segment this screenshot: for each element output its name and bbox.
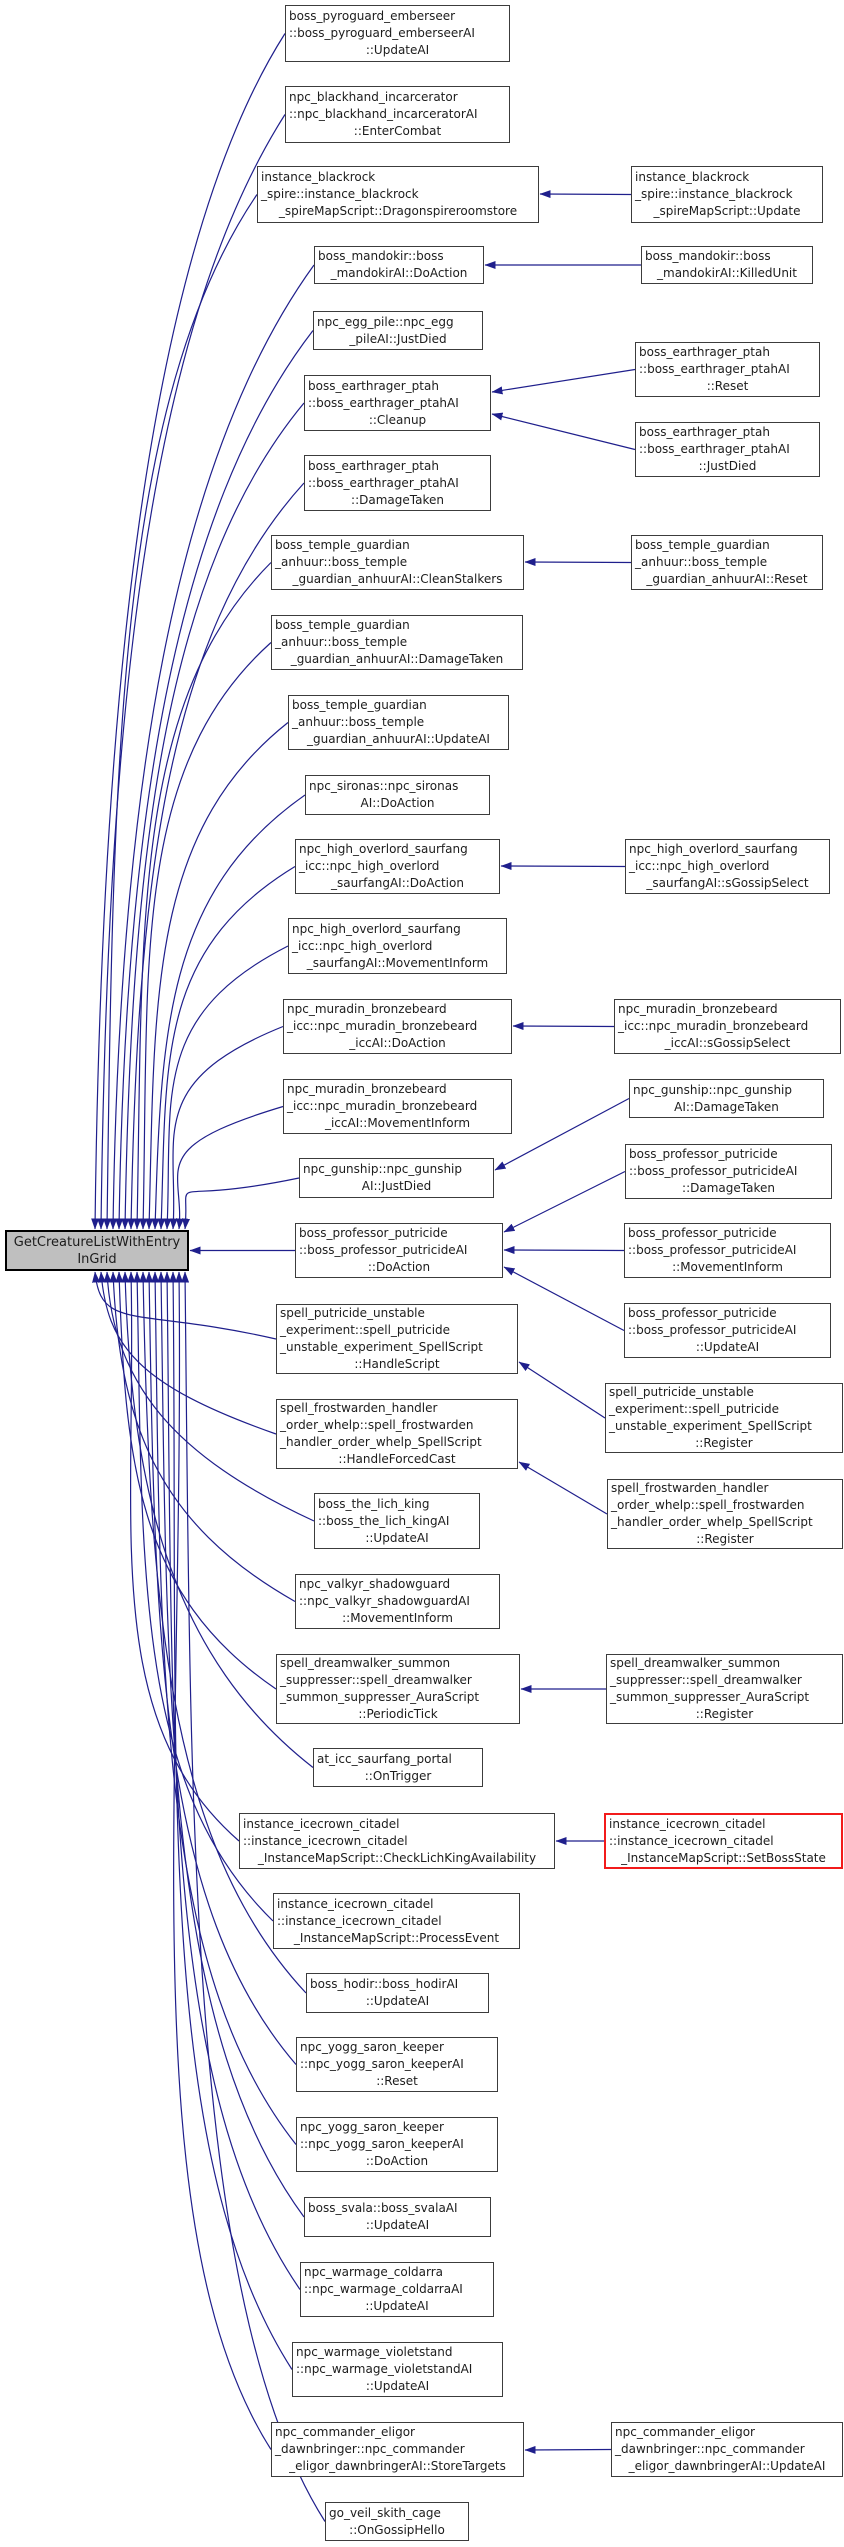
- graph-node-warmage-violetstand-updateai[interactable]: [292, 2342, 503, 2397]
- node-label-line: boss_earthrager_ptah: [308, 458, 439, 473]
- call-edge-frostwarden-register: [519, 1462, 607, 1514]
- graph-node-egg-pile-justdied[interactable]: [313, 311, 483, 350]
- node-label-line: _anhuur::boss_temple: [275, 555, 408, 569]
- graph-node-svala-updateai[interactable]: [304, 2197, 491, 2237]
- node-label-line: _spireMapScript::Dragonspireroomstore: [278, 204, 518, 218]
- graph-node-mandokir-doaction[interactable]: [314, 246, 484, 284]
- graph-node-pyroguard-emberseer-updateai[interactable]: [285, 5, 510, 62]
- call-edge-muradin-doaction: [173, 1027, 283, 1230]
- node-label-line: at_icc_saurfang_portal: [317, 1751, 452, 1766]
- node-label-line: ::npc_yogg_saron_keeperAI: [300, 2137, 464, 2151]
- node-label-line: ::UpdateAI: [365, 1994, 430, 2008]
- node-label-line: ::PeriodicTick: [358, 1707, 438, 1721]
- node-label-line: ::Register: [696, 1532, 754, 1546]
- call-edge-saurfang-movementinform: [167, 946, 288, 1229]
- node-label-line: boss_professor_putricide: [299, 1226, 448, 1240]
- graph-node-dreamwalker-register[interactable]: [606, 1654, 843, 1724]
- node-label-line: InGrid: [77, 1251, 117, 1267]
- node-label-line: boss_temple_guardian: [635, 538, 770, 552]
- node-label-line: npc_valkyr_shadowguard: [299, 1577, 451, 1591]
- node-label-line: instance_blackrock: [261, 170, 376, 184]
- node-label-line: ::boss_pyroguard_emberseerAI: [289, 26, 475, 40]
- node-label-line: _unstable_experiment_SpellScript: [280, 1340, 483, 1354]
- graph-node-getcreaturelistwithentryingrid[interactable]: [5, 1230, 189, 1271]
- call-edge-muradin-movementinform: [178, 1107, 283, 1230]
- node-label-line: ::Reset: [706, 379, 749, 393]
- node-label-line: ::npc_warmage_violetstandAI: [296, 2362, 473, 2376]
- node-label-line: ::MovementInform: [342, 1611, 453, 1625]
- graph-node-putricide-damagetaken[interactable]: [625, 1144, 832, 1199]
- node-label-line: _anhuur::boss_temple: [292, 715, 425, 729]
- graph-node-saurfang-movementinform[interactable]: [288, 918, 507, 974]
- graph-node-saurfang-portal-ontrigger[interactable]: [313, 1748, 483, 1787]
- call-edge-blackhand-incarcerator-entercombat: [101, 115, 285, 1230]
- graph-node-veil-skith-cage-ongossiphello[interactable]: [325, 2502, 469, 2541]
- node-label-line: ::EnterCombat: [353, 124, 442, 138]
- graph-node-lich-king-updateai[interactable]: [314, 1493, 480, 1549]
- node-label-line: instance_icecrown_citadel: [609, 1816, 766, 1831]
- call-edge-eligor-updateai: [525, 2450, 611, 2451]
- node-label-line: _icc::npc_high_overlord: [629, 859, 770, 873]
- node-label-line: ::npc_yogg_saron_keeperAI: [300, 2057, 464, 2071]
- node-label-line: ::MovementInform: [672, 1260, 783, 1274]
- node-label-line: npc_blackhand_incarcerator: [289, 90, 458, 104]
- node-label-line: ::UpdateAI: [365, 43, 430, 57]
- node-label-line: AI::DoAction: [360, 796, 435, 810]
- call-edge-putricide-unstable-register: [519, 1362, 605, 1418]
- graph-node-saurfang-sgossipselect[interactable]: [625, 839, 830, 894]
- graph-node-putricide-movementinform[interactable]: [624, 1223, 831, 1278]
- graph-node-blackrock-update[interactable]: [631, 166, 823, 223]
- call-edge-gunship-damagetaken: [495, 1099, 629, 1171]
- node-label-line: boss_mandokir::boss: [645, 249, 771, 263]
- graph-node-anhuur-cleanstalkers[interactable]: [271, 535, 524, 590]
- call-edge-gunship-justdied: [185, 1178, 299, 1229]
- node-label-line: _suppresser::spell_dreamwalker: [610, 1673, 802, 1687]
- graph-node-frostwarden-handleforcedcast[interactable]: [276, 1399, 518, 1469]
- graph-node-saurfang-doaction[interactable]: [295, 839, 500, 894]
- graph-node-ptah-reset[interactable]: [635, 342, 820, 397]
- graph-node-muradin-doaction[interactable]: [283, 999, 512, 1054]
- graph-node-anhuur-damagetaken[interactable]: [271, 615, 523, 670]
- node-label-line: AI::JustDied: [361, 1179, 432, 1193]
- node-label-line: ::boss_earthrager_ptahAI: [308, 475, 459, 490]
- node-label-line: instance_blackrock: [635, 170, 750, 184]
- graph-node-warmage-coldarra-updateai[interactable]: [300, 2262, 494, 2317]
- call-edge-ptah-reset: [492, 370, 635, 393]
- node-label-line: _InstanceMapScript::ProcessEvent: [293, 1930, 500, 1945]
- node-label-line: npc_muradin_bronzebeard: [287, 1002, 447, 1016]
- node-label-line: ::OnGossipHello: [349, 2522, 445, 2537]
- node-label-line: boss_earthrager_ptah: [639, 425, 770, 439]
- node-label-line: _InstanceMapScript::CheckLichKingAvailability: [257, 1850, 537, 1865]
- node-label-line: npc_commander_eligor: [275, 2425, 415, 2439]
- call-edge-ptah-damagetaken: [131, 483, 304, 1229]
- node-label-line: boss_temple_guardian: [292, 698, 427, 712]
- node-label-line: ::UpdateAI: [365, 2379, 430, 2393]
- graph-node-eligor-storetargets[interactable]: [271, 2422, 524, 2477]
- graph-node-muradin-movementinform[interactable]: [283, 1079, 512, 1134]
- node-label-line: ::HandleForcedCast: [338, 1452, 456, 1466]
- graph-node-icc-setbossstate[interactable]: [604, 1813, 843, 1869]
- graph-node-gunship-justdied[interactable]: [299, 1158, 494, 1198]
- node-label-line: ::boss_professor_putricideAI: [629, 1164, 798, 1178]
- node-label-line: _eligor_dawnbringerAI::StoreTargets: [289, 2459, 506, 2473]
- node-label-line: _saurfangAI::DoAction: [331, 876, 464, 890]
- node-label-line: boss_earthrager_ptah: [308, 378, 439, 393]
- call-edge-anhuur-damagetaken: [143, 643, 271, 1230]
- node-label-line: _pileAI::JustDied: [349, 331, 447, 346]
- call-edge-putricide-damagetaken: [504, 1172, 625, 1233]
- graph-node-putricide-unstable-handlescript[interactable]: [276, 1304, 518, 1374]
- node-label-line: boss_the_lich_king: [318, 1496, 430, 1511]
- graph-node-ptah-damagetaken[interactable]: [304, 455, 491, 511]
- node-label-line: _order_whelp::spell_frostwarden: [611, 1498, 805, 1512]
- node-label-line: ::instance_icecrown_citadel: [243, 1833, 408, 1848]
- node-label-line: _spire::instance_blackrock: [261, 187, 419, 201]
- call-edge-saurfang-doaction: [161, 867, 295, 1230]
- graph-node-putricide-updateai[interactable]: [624, 1303, 831, 1358]
- node-label-line: _mandokirAI::DoAction: [330, 266, 468, 280]
- graph-node-mandokir-killedunit[interactable]: [641, 246, 813, 284]
- node-label-line: _dawnbringer::npc_commander: [275, 2442, 465, 2456]
- node-label-line: _guardian_anhuurAI::DamageTaken: [290, 652, 504, 666]
- node-label-line: _InstanceMapScript::SetBossState: [621, 1850, 826, 1865]
- graph-node-blackrock-dragonspireroomstore[interactable]: [257, 166, 539, 223]
- graph-node-eligor-updateai[interactable]: [611, 2422, 843, 2477]
- node-label-line: npc_gunship::npc_gunship: [633, 1082, 792, 1097]
- node-label-line: ::instance_icecrown_citadel: [609, 1833, 774, 1848]
- node-label-line: _eligor_dawnbringerAI::UpdateAI: [628, 2459, 826, 2473]
- node-label-line: _iccAI::DoAction: [349, 1036, 446, 1050]
- node-label-line: _suppresser::spell_dreamwalker: [280, 1673, 472, 1687]
- node-label-line: _saurfangAI::sGossipSelect: [646, 876, 809, 890]
- node-label-line: _icc::npc_high_overlord: [299, 859, 440, 873]
- node-label-line: boss_hodir::boss_hodirAI: [310, 1977, 459, 1991]
- node-label-line: _experiment::spell_putricide: [609, 1402, 780, 1416]
- graph-node-blackhand-incarcerator-entercombat[interactable]: [285, 86, 510, 143]
- node-label-line: boss_professor_putricide: [629, 1147, 778, 1161]
- node-label-line: boss_temple_guardian: [275, 618, 410, 632]
- node-label-line: npc_high_overlord_saurfang: [299, 842, 468, 856]
- node-label-line: ::DamageTaken: [682, 1181, 775, 1195]
- node-label-line: npc_sironas::npc_sironas: [309, 779, 459, 793]
- node-label-line: ::Cleanup: [368, 412, 427, 427]
- graph-node-frostwarden-register[interactable]: [607, 1479, 843, 1549]
- graph-node-anhuur-reset[interactable]: [631, 535, 823, 590]
- node-label-line: ::DoAction: [365, 2154, 429, 2168]
- node-label-line: _spire::instance_blackrock: [635, 187, 793, 201]
- graph-node-putricide-unstable-register[interactable]: [605, 1383, 843, 1453]
- call-edge-icc-checklichkingavailability: [131, 1272, 239, 1841]
- node-label-line: ::boss_professor_putricideAI: [628, 1243, 797, 1257]
- node-label-line: _guardian_anhuurAI::CleanStalkers: [292, 572, 503, 586]
- node-label-line: npc_egg_pile::npc_egg: [317, 314, 454, 329]
- node-label-line: ::Reset: [376, 2074, 418, 2088]
- graph-node-yogg-keeper-doaction[interactable]: [296, 2117, 498, 2172]
- node-label-line: ::UpdateAI: [365, 1530, 429, 1545]
- node-label-line: _anhuur::boss_temple: [635, 555, 768, 569]
- call-edge-muradin-sgossipselect: [513, 1026, 614, 1027]
- node-label-line: ::instance_icecrown_citadel: [277, 1913, 442, 1928]
- graph-node-dreamwalker-periodictick[interactable]: [276, 1654, 520, 1724]
- node-label-line: npc_warmage_coldarra: [304, 2265, 444, 2279]
- node-label-line: ::npc_warmage_coldarraAI: [304, 2282, 463, 2296]
- node-label-line: ::Register: [695, 1436, 753, 1450]
- node-label-line: ::boss_earthrager_ptahAI: [639, 362, 790, 376]
- node-label-line: npc_gunship::npc_gunship: [303, 1162, 462, 1176]
- node-label-line: npc_commander_eligor: [615, 2425, 755, 2439]
- graph-node-hodir-updateai[interactable]: [306, 1973, 489, 2013]
- graph-node-gunship-damagetaken[interactable]: [629, 1079, 824, 1118]
- node-label-line: ::npc_blackhand_incarceratorAI: [289, 107, 478, 121]
- node-label-line: ::DamageTaken: [351, 492, 444, 507]
- node-label-line: ::npc_valkyr_shadowguardAI: [299, 1594, 470, 1608]
- call-edge-anhuur-updateai: [149, 723, 288, 1230]
- node-label-line: npc_yogg_saron_keeper: [300, 2040, 444, 2054]
- node-label-line: GetCreatureListWithEntry: [13, 1234, 181, 1250]
- node-label-line: ::boss_professor_putricideAI: [628, 1323, 797, 1337]
- node-label-line: ::Register: [695, 1707, 754, 1721]
- node-label-line: spell_frostwarden_handler: [280, 1401, 438, 1415]
- call-edge-saurfang-sgossipselect: [501, 866, 625, 867]
- node-label-line: npc_high_overlord_saurfang: [629, 842, 798, 856]
- node-label-line: instance_icecrown_citadel: [277, 1896, 434, 1911]
- graph-node-icc-checklichkingavailability[interactable]: [239, 1813, 555, 1869]
- node-label-line: go_veil_skith_cage: [329, 2505, 441, 2520]
- node-label-line: boss_pyroguard_emberseer: [289, 9, 456, 23]
- node-label-line: boss_svala::boss_svalaAI: [308, 2201, 458, 2215]
- call-edge-blackrock-update: [540, 194, 631, 195]
- node-label-line: boss_mandokir::boss: [318, 249, 444, 263]
- node-label-line: ::DoAction: [367, 1260, 431, 1274]
- node-label-line: _guardian_anhuurAI::UpdateAI: [307, 732, 490, 746]
- node-label-line: spell_dreamwalker_summon: [610, 1656, 781, 1670]
- node-label-line: ::boss_professor_putricideAI: [299, 1243, 468, 1257]
- node-label-line: spell_frostwarden_handler: [611, 1481, 769, 1495]
- graph-node-putricide-doaction[interactable]: [295, 1223, 503, 1278]
- graph-node-ptah-cleanup[interactable]: [304, 375, 491, 431]
- call-edge-ptah-justdied: [492, 414, 635, 450]
- node-label-line: npc_high_overlord_saurfang: [292, 921, 461, 936]
- node-label-line: ::OnTrigger: [364, 1768, 432, 1783]
- node-label-line: AI::DamageTaken: [674, 1099, 779, 1114]
- node-label-line: _icc::npc_muradin_bronzebeard: [287, 1019, 478, 1033]
- node-label-line: ::boss_earthrager_ptahAI: [639, 442, 790, 456]
- node-label-line: npc_yogg_saron_keeper: [300, 2120, 444, 2134]
- graph-node-muradin-sgossipselect[interactable]: [614, 999, 841, 1054]
- node-label-line: _anhuur::boss_temple: [275, 635, 408, 649]
- node-label-line: _iccAI::MovementInform: [324, 1116, 471, 1130]
- node-label-line: npc_muradin_bronzebeard: [618, 1002, 778, 1016]
- node-label-line: spell_putricide_unstable: [280, 1306, 425, 1320]
- node-label-line: _experiment::spell_putricide: [280, 1323, 451, 1337]
- node-label-line: npc_warmage_violetstand: [296, 2345, 453, 2359]
- node-label-line: instance_icecrown_citadel: [243, 1816, 400, 1831]
- node-label-line: ::boss_earthrager_ptahAI: [308, 395, 459, 410]
- node-label-line: _summon_suppresser_AuraScript: [610, 1690, 810, 1704]
- node-label-line: _guardian_anhuurAI::Reset: [646, 572, 808, 586]
- node-label-line: _saurfangAI::MovementInform: [306, 955, 489, 970]
- node-label-line: _dawnbringer::npc_commander: [615, 2442, 805, 2456]
- node-label-line: _order_whelp::spell_frostwarden: [280, 1418, 474, 1432]
- node-label-line: npc_muradin_bronzebeard: [287, 1082, 447, 1096]
- node-label-line: _mandokirAI::KilledUnit: [657, 266, 797, 280]
- node-label-line: boss_temple_guardian: [275, 538, 410, 552]
- node-label-line: _icc::npc_muradin_bronzebeard: [287, 1099, 478, 1113]
- graph-node-ptah-justdied[interactable]: [635, 422, 820, 477]
- node-label-line: boss_professor_putricide: [628, 1226, 777, 1240]
- node-label-line: ::UpdateAI: [365, 2299, 429, 2313]
- node-label-line: ::HandleScript: [354, 1357, 440, 1371]
- graph-node-yogg-keeper-reset[interactable]: [296, 2037, 498, 2092]
- node-label-line: ::JustDied: [698, 459, 757, 473]
- call-edge-hodir-updateai: [143, 1272, 306, 1993]
- node-label-line: _spireMapScript::Update: [653, 204, 801, 218]
- node-label-line: spell_putricide_unstable: [609, 1385, 754, 1399]
- node-label-line: _summon_suppresser_AuraScript: [280, 1690, 480, 1704]
- node-label-line: _icc::npc_muradin_bronzebeard: [618, 1019, 809, 1033]
- node-label-line: _unstable_experiment_SpellScript: [609, 1419, 812, 1433]
- node-label-line: ::boss_the_lich_kingAI: [318, 1513, 450, 1528]
- node-label-line: boss_professor_putricide: [628, 1306, 777, 1320]
- node-label-line: _iccAI::sGossipSelect: [664, 1036, 791, 1050]
- node-label-line: ::UpdateAI: [365, 2218, 430, 2232]
- graph-node-anhuur-updateai[interactable]: [288, 695, 509, 750]
- node-label-line: spell_dreamwalker_summon: [280, 1656, 451, 1670]
- node-label-line: boss_earthrager_ptah: [639, 345, 770, 359]
- node-label-line: _handler_order_whelp_SpellScript: [611, 1515, 813, 1529]
- node-label-line: _handler_order_whelp_SpellScript: [280, 1435, 482, 1449]
- call-edge-putricide-movementinform: [504, 1250, 624, 1251]
- graph-node-sironas-doaction[interactable]: [305, 775, 490, 815]
- node-label-line: ::UpdateAI: [695, 1340, 760, 1354]
- call-edge-putricide-updateai: [504, 1267, 624, 1331]
- graph-node-valkyr-movementinform[interactable]: [295, 1574, 500, 1629]
- graph-node-icc-processevent[interactable]: [273, 1893, 520, 1949]
- node-label-line: _icc::npc_high_overlord: [292, 938, 433, 953]
- call-edge-anhuur-reset: [525, 562, 631, 563]
